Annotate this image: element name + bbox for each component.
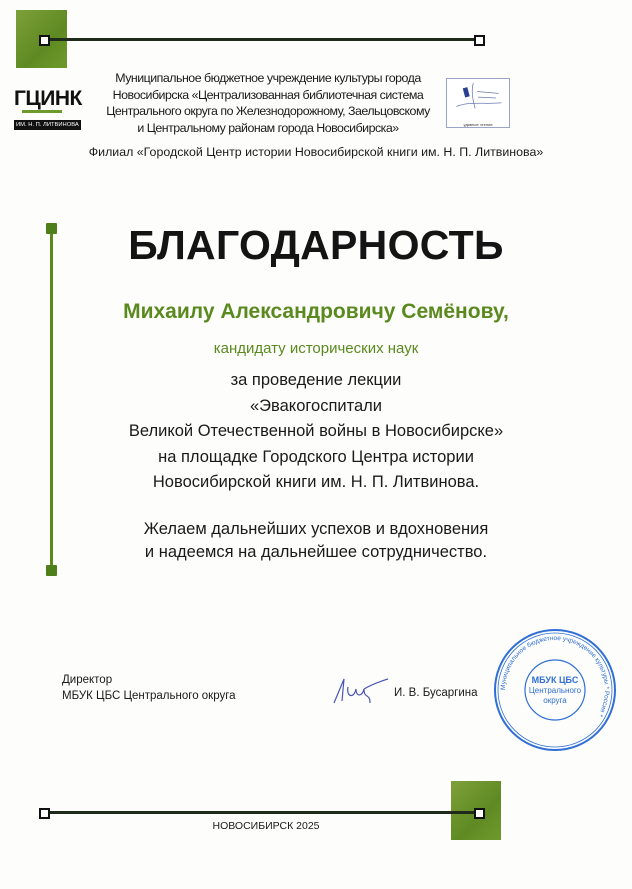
bottom-line-node-left: [39, 808, 50, 819]
top-divider-line: [44, 38, 478, 41]
bottom-divider-line: [44, 811, 478, 814]
top-line-node-left: [39, 35, 50, 46]
official-stamp: [492, 627, 618, 753]
footer-city-year: НОВОСИБИРСК 2025: [212, 820, 320, 832]
wishes-text: Желаем дальнейших успехов и вдохновения и надеемся на дальнейшее сотрудничество.: [143, 520, 489, 561]
organization-name: Муниципальное бюджетное учреждение культуры города Новосибирска «Централизованная библиотечная система Центрального округа по Железнодорожному, Заельцовскому и Центральному районам города Новосибирска»: [106, 71, 430, 135]
document-title: БЛАГОДАРНОСТЬ: [128, 222, 504, 268]
signatory-position: Директор МБУК ЦБС Центрального округа: [62, 674, 236, 702]
branch-name: Филиал «Городской Центр истории Новосибирской книги им. Н. П. Литвинова»: [88, 145, 544, 159]
svg-text:МБУК ЦБС: МБУК ЦБС: [531, 675, 579, 685]
logo-sub-text: ИМ. Н. П. ЛИТВИНОВА: [16, 122, 79, 128]
reader-illustration-icon: [447, 79, 509, 119]
svg-text:округа: округа: [543, 696, 567, 705]
recipient-degree: кандидату исторических наук: [213, 340, 419, 357]
recipient-name: Михаилу Александровичу Семёнову,: [123, 300, 509, 323]
handwritten-signature: [330, 673, 390, 709]
gratitude-text: за проведение лекции «Эвакогоспитали Великой Отечественной войны в Новосибирске» на площадке Городского Центра истории Новосибирской книги им. Н. П. Литвинова.: [128, 371, 504, 491]
svg-text:Центрального: Центрального: [528, 686, 582, 695]
svg-text:Муниципальное бюджетное учрежд: Муниципальное бюджетное учреждение культуры * Россия *: [499, 634, 611, 718]
logo-main-text: ГЦИНК: [14, 87, 82, 110]
top-line-node-right: [474, 35, 485, 46]
bottom-line-node-right: [474, 808, 485, 819]
gcink-logo: [14, 88, 82, 131]
vertical-line-node-bottom: [46, 565, 57, 576]
reading-logo: удивное чтение: [446, 78, 510, 128]
signatory-name: И. В. Бусаргина: [394, 687, 478, 699]
